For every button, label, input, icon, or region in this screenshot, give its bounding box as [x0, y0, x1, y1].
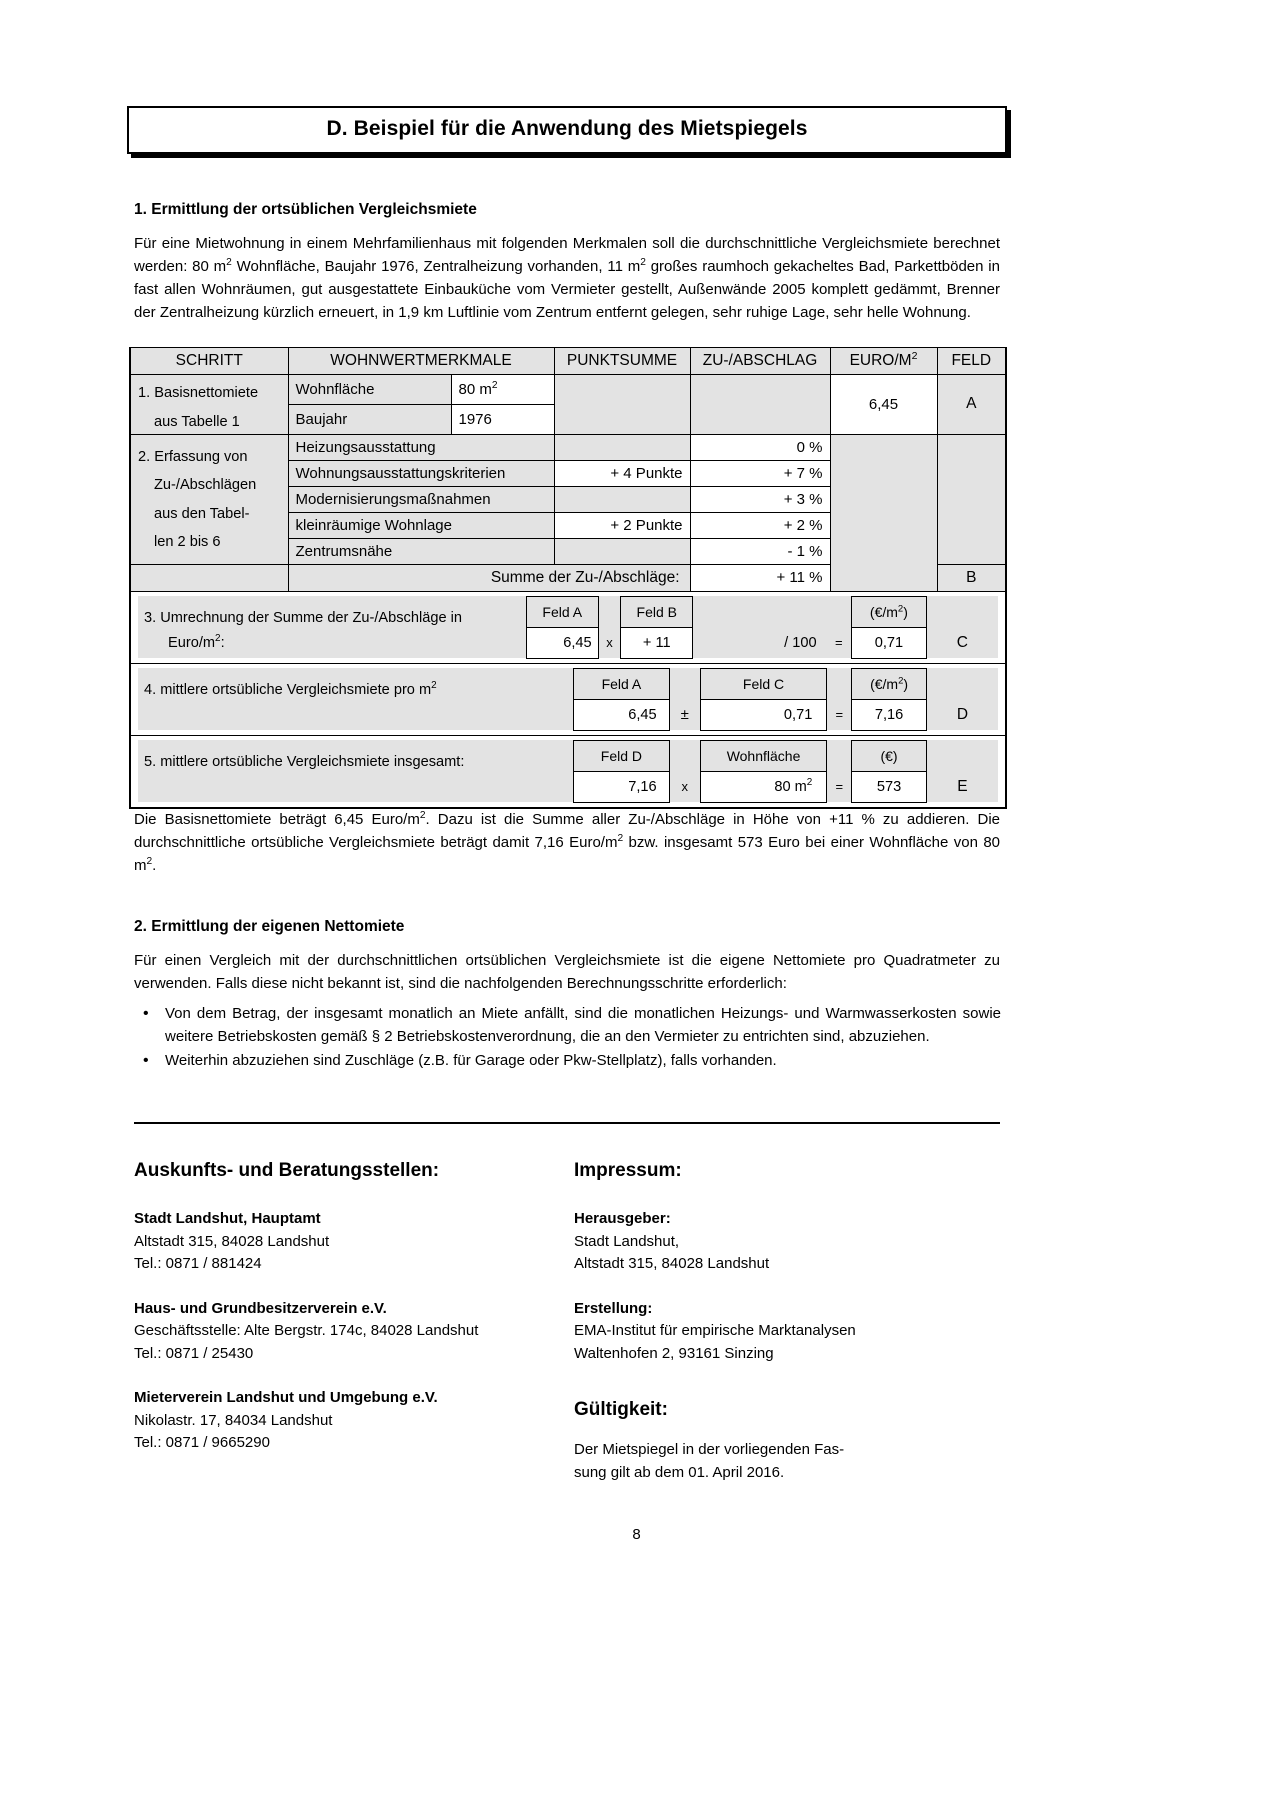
- step-3-values-row: [138, 627, 998, 658]
- herausgeber-block: [574, 1208, 1000, 1276]
- page-title: D. Beispiel für die Anwendung des Mietspiegels: [127, 106, 1007, 154]
- step-5-operator-multiply: x: [669, 771, 700, 802]
- step-3-result-label-text: (€/m: [869, 603, 898, 620]
- cell-abschlag-modernisierung: + 3 %: [690, 486, 830, 512]
- cell-abschlag-heizung: 0 %: [690, 434, 830, 460]
- step-2-label-line2: Zu-/Abschlägen: [154, 477, 257, 494]
- page-number: 8: [632, 1526, 641, 1543]
- header-feld: FELD: [937, 347, 1006, 374]
- para-part-2: Wohnfläche, Baujahr 1976, Zentralheizung vorhanden, 11 m: [231, 257, 641, 275]
- step-2-label-line4: len 2 bis 6: [154, 534, 221, 551]
- table-header-row: [130, 347, 1006, 374]
- step-4-labels-row: [138, 668, 998, 699]
- step-3-label-line2: [138, 627, 526, 658]
- contact-phone: Tel.: 0871 / 881424: [134, 1255, 262, 1273]
- after-table-paragraph: [134, 809, 1000, 878]
- erstellung-line1: EMA-Institut für empirische Marktanalysen: [574, 1322, 856, 1340]
- cell-feld-a: A: [937, 374, 1006, 434]
- cell-merkmal-zentrumsnaehe: Zentrumsnähe: [288, 538, 554, 564]
- step-3-equals: =: [827, 627, 852, 658]
- gueltigkeit-line2: sung gilt ab dem 01. April 2016.: [574, 1463, 785, 1481]
- section-1-paragraph: [134, 233, 1000, 325]
- cell-merkmal-baujahr: Baujahr: [288, 404, 451, 434]
- header-zu-abschlag: ZU-/ABSCHLAG: [690, 347, 830, 374]
- superscript-2: 2: [215, 632, 221, 644]
- cell-wert-wohnflaeche: [451, 374, 554, 404]
- impressum-column: [574, 1160, 1000, 1506]
- step-3-container: [130, 591, 1006, 663]
- step-5-label: 5. mittlere ortsübliche Vergleichsmiete insgesamt:: [138, 740, 574, 771]
- step-2-label-line1: 2. Erfassung von: [138, 448, 248, 465]
- step-3-divider: / 100: [693, 627, 827, 658]
- section-2-bullet-list: [127, 1003, 1007, 1073]
- table-row-step3: [130, 591, 1006, 663]
- section-2-paragraph: Für einen Vergleich mit der durchschnittlichen ortsüblichen Vergleichsmiete ist die eigene Nettomiete pro Quadratmeter zu verwenden. Falls diese nicht bekannt ist, sind die nachfolgenden Berechnungsschritte erforderlich:: [134, 951, 1000, 992]
- step-3-box2-value: + 11: [621, 627, 693, 658]
- step-1-label: [130, 374, 288, 434]
- impressum-heading-text: Impressum: [574, 1160, 676, 1182]
- gueltigkeit-block: [574, 1439, 1000, 1484]
- step-4-container: [130, 663, 1006, 735]
- contact-address: Nikolastr. 17, 84034 Landshut: [134, 1411, 333, 1429]
- footer-section: [134, 1160, 1000, 1506]
- contact-address: Geschäftsstelle: Alte Bergstr. 174c, 84028 Landshut: [134, 1322, 479, 1340]
- step-3-result-label-end: ): [903, 603, 908, 620]
- contact-address: Altstadt 315, 84028 Landshut: [134, 1232, 330, 1250]
- step-5-spacer-2: [827, 740, 852, 771]
- superscript-2: 2: [431, 680, 437, 692]
- table-row-step5: [130, 735, 1006, 808]
- impressum-heading-colon: :: [675, 1160, 682, 1182]
- cell-wert-baujahr: 1976: [451, 404, 554, 434]
- step-5-box1-value: 7,16: [574, 771, 669, 802]
- step-3-label-line2-text: Euro/m: [168, 634, 216, 651]
- table-row-step1-wohnflaeche: [130, 374, 1006, 404]
- para-part-3: großes raumhoch gekacheltes Bad, Parkettböden in fast allen Wohnräumen, gut ausgestattete Einbauküche vom Vermieter gestellt, Außenwände 2005 komplett gedämmt, Brenner der Zentralheizung kürzlich erneuert, in 1,9 km Luftlinie vom Zentrum entfernt gelegen, sehr ruhige Lage, sehr helle Wohnung.: [134, 257, 1000, 321]
- step-1-label-line1: 1. Basisnettomiete: [138, 384, 259, 401]
- step-3-spacer-1: [598, 596, 621, 627]
- footer-divider: [134, 1122, 1000, 1124]
- contact-entry: [134, 1298, 574, 1366]
- step-3-label-line1: 3. Umrechnung der Summe der Zu-/Abschläge in: [138, 596, 526, 627]
- cell-feld-b: B: [937, 564, 1006, 591]
- cell-merkmal-wohnflaeche: Wohnfläche: [288, 374, 451, 404]
- cell-feld-c: C: [926, 627, 998, 658]
- calculation-table: [129, 347, 1007, 809]
- cell-feld-e: E: [926, 771, 998, 802]
- contact-phone: Tel.: 0871 / 9665290: [134, 1434, 270, 1452]
- cell-punkte-wohnungsausstattung: + 4 Punkte: [554, 460, 690, 486]
- gueltigkeit-line1: Der Mietspiegel in der vorliegenden Fas-: [574, 1441, 845, 1459]
- step-3-box1-label: Feld A: [526, 596, 598, 627]
- impressum-heading: [574, 1160, 1000, 1182]
- step-3-feld-spacer: [926, 596, 998, 627]
- step-5-result-value: 573: [852, 771, 927, 802]
- cell-euro-step2: [830, 434, 937, 591]
- erstellung-block: [574, 1298, 1000, 1366]
- step-4-result-label-text: (€/m: [870, 675, 899, 692]
- step-5-feld-spacer: [926, 740, 998, 771]
- superscript-2: 2: [491, 379, 498, 391]
- step-3-result-label: [852, 596, 927, 627]
- cell-summe-label: Summe der Zu-/Abschläge:: [288, 564, 690, 591]
- after-part-4: .: [152, 856, 157, 874]
- erstellung-label: Erstellung:: [574, 1299, 653, 1317]
- cell-merkmal-heizung: Heizungsausstattung: [288, 434, 554, 460]
- contacts-heading: Auskunfts- und Beratungsstellen:: [134, 1160, 440, 1182]
- contact-name: Haus- und Grundbesitzerverein e.V.: [134, 1299, 387, 1317]
- step-3-box1-value: 6,45: [526, 627, 598, 658]
- superscript-2: 2: [898, 675, 904, 687]
- step-3-box2-label: Feld B: [621, 596, 693, 627]
- superscript-2: 2: [617, 832, 624, 844]
- table-row-step4: [130, 663, 1006, 735]
- cell-punkte-wohnlage: + 2 Punkte: [554, 512, 690, 538]
- cell-feld-step2-empty: [937, 434, 1006, 564]
- step-5-spacer-1: [669, 740, 700, 771]
- step-4-spacer-2: [827, 668, 852, 699]
- after-part-2: . Dazu ist die Summe aller Zu-/Abschläge in Höhe von +11 % zu addieren. Die durchschnittliche ortsübliche Vergleichsmiete beträgt damit 7,16 Euro/m: [134, 810, 1001, 851]
- step-2-label-line3: aus den Tabel-: [154, 505, 250, 522]
- cell-merkmal-modernisierung: Modernisierungsmaßnahmen: [288, 486, 554, 512]
- step-4-box1-value: 6,45: [574, 699, 669, 730]
- step-4-values-row: [138, 699, 998, 730]
- cell-punkte-zentrumsnaehe: [554, 538, 690, 564]
- header-schritt: SCHRITT: [130, 347, 288, 374]
- superscript-2: 2: [226, 256, 232, 268]
- step-4-result-label-end: ): [903, 675, 909, 692]
- step-4-label: [138, 668, 574, 699]
- contact-name: Mieterverein Landshut und Umgebung e.V.: [134, 1389, 438, 1407]
- list-item: • Von dem Betrag, der insgesamt monatlich an Miete anfällt, sind die monatlichen Heizungs- und Warmwasserkosten sowie weitere Betriebskosten gemäß § 2 Betriebskostenverordnung, die an den Vermieter zu entrichten sind, abzuziehen.: [165, 1003, 1007, 1049]
- section-1-heading: 1. Ermittlung der ortsüblichen Vergleichsmiete: [134, 201, 477, 218]
- cell-punktsumme-step1: [554, 374, 690, 434]
- gueltigkeit-heading: Gültigkeit:: [574, 1399, 668, 1421]
- step-4-feld-spacer: [926, 668, 998, 699]
- contacts-column: [134, 1160, 574, 1506]
- cell-abschlag-wohnungsausstattung: + 7 %: [690, 460, 830, 486]
- step-3-spacer-3: [827, 596, 852, 627]
- step-3-calc: [138, 596, 998, 659]
- cell-summe-spacer: [130, 564, 288, 591]
- list-item: • Weiterhin abzuziehen sind Zuschläge (z.B. für Garage oder Pkw-Stellplatz), falls vorhanden.: [165, 1050, 1007, 1073]
- contact-name: Stadt Landshut, Hauptamt: [134, 1210, 321, 1228]
- step-3-result-value: 0,71: [852, 627, 927, 658]
- step-4-box2-label: Feld C: [700, 668, 827, 699]
- contact-entry: [134, 1387, 574, 1455]
- step-5-value-spacer: [138, 771, 574, 802]
- contact-entry: [134, 1208, 574, 1276]
- step-3-operator-multiply: x: [598, 627, 621, 658]
- step-4-operator-plusminus: ±: [669, 699, 700, 730]
- cell-punkte-modernisierung: [554, 486, 690, 512]
- cell-punkte-heizung: [554, 434, 690, 460]
- superscript-2: 2: [146, 855, 153, 867]
- superscript-2: 2: [640, 256, 646, 268]
- document-page: [127, 0, 1007, 1506]
- step-3-spacer-2: [693, 596, 827, 627]
- step-5-result-label: (€): [852, 740, 927, 771]
- step-4-label-text: 4. mittlere ortsübliche Vergleichsmiete pro m: [144, 682, 432, 699]
- erstellung-line2: Waltenhofen 2, 93161 Sinzing: [574, 1344, 774, 1362]
- superscript-2: 2: [419, 809, 426, 821]
- step-4-value-spacer: [138, 699, 574, 730]
- step-4-spacer-1: [669, 668, 700, 699]
- step-4-box1-label: Feld A: [574, 668, 669, 699]
- cell-merkmal-wohnlage: kleinräumige Wohnlage: [288, 512, 554, 538]
- step-5-calc: [138, 740, 998, 803]
- step-5-labels-row: [138, 740, 998, 771]
- after-part-3: bzw. insgesamt 573 Euro bei einer Wohnfläche von 80 m: [134, 833, 1001, 874]
- cell-abschlag-step1: [690, 374, 830, 434]
- cell-abschlag-zentrumsnaehe: - 1 %: [690, 538, 830, 564]
- step-4-result-value: 7,16: [852, 699, 927, 730]
- step-5-box1-label: Feld D: [574, 740, 669, 771]
- step-5-box2-value-text: 80 m: [774, 778, 807, 795]
- cell-feld-d: D: [926, 699, 998, 730]
- contact-phone: Tel.: 0871 / 25430: [134, 1344, 254, 1362]
- cell-abschlag-wohnlage: + 2 %: [690, 512, 830, 538]
- superscript-2: 2: [806, 776, 813, 788]
- header-euro-text: EURO/M: [849, 351, 912, 369]
- table-row-heizungsausstattung: [130, 434, 1006, 460]
- step-4-equals: =: [827, 699, 852, 730]
- step-3-labels-row: [138, 596, 998, 627]
- cell-wert-wohnflaeche-text: 80 m: [458, 380, 492, 398]
- step-5-equals: =: [827, 771, 852, 802]
- step-5-container: [130, 735, 1006, 808]
- section-2-heading: 2. Ermittlung der eigenen Nettomiete: [134, 917, 405, 935]
- step-5-values-row: [138, 771, 998, 802]
- header-punktsumme: PUNKTSUMME: [554, 347, 690, 374]
- cell-summe-wert: + 11 %: [690, 564, 830, 591]
- superscript-2: 2: [911, 349, 918, 362]
- step-4-result-label: [852, 668, 927, 699]
- after-part-1: Die Basisnettomiete beträgt 6,45 Euro/m: [134, 810, 420, 828]
- header-euro-pro-m2: [830, 347, 937, 374]
- para-part-1: Für eine Mietwohnung in einem Mehrfamilienhaus mit folgenden Merkmalen soll die durchschnittliche Vergleichsmiete berechnet werden: 80 m: [134, 235, 1000, 275]
- step-4-calc: [138, 668, 998, 731]
- step-3-label-line2-end: :: [220, 634, 225, 651]
- step-4-box2-value: 0,71: [700, 699, 827, 730]
- header-wohnwertmerkmale: WOHNWERTMERKMALE: [288, 347, 554, 374]
- step-5-box2-value: [700, 771, 827, 802]
- superscript-2: 2: [897, 603, 904, 615]
- herausgeber-line2: Altstadt 315, 84028 Landshut: [574, 1255, 770, 1273]
- step-1-label-line2: aus Tabelle 1: [154, 413, 240, 430]
- cell-merkmal-wohnungsausstattung: Wohnungsausstattungskriterien: [288, 460, 554, 486]
- step-2-label: [130, 434, 288, 564]
- herausgeber-label: Herausgeber:: [574, 1210, 671, 1228]
- herausgeber-line1: Stadt Landshut,: [574, 1232, 680, 1250]
- step-5-box2-label: Wohnfläche: [700, 740, 827, 771]
- cell-euro-step1: 6,45: [830, 374, 937, 434]
